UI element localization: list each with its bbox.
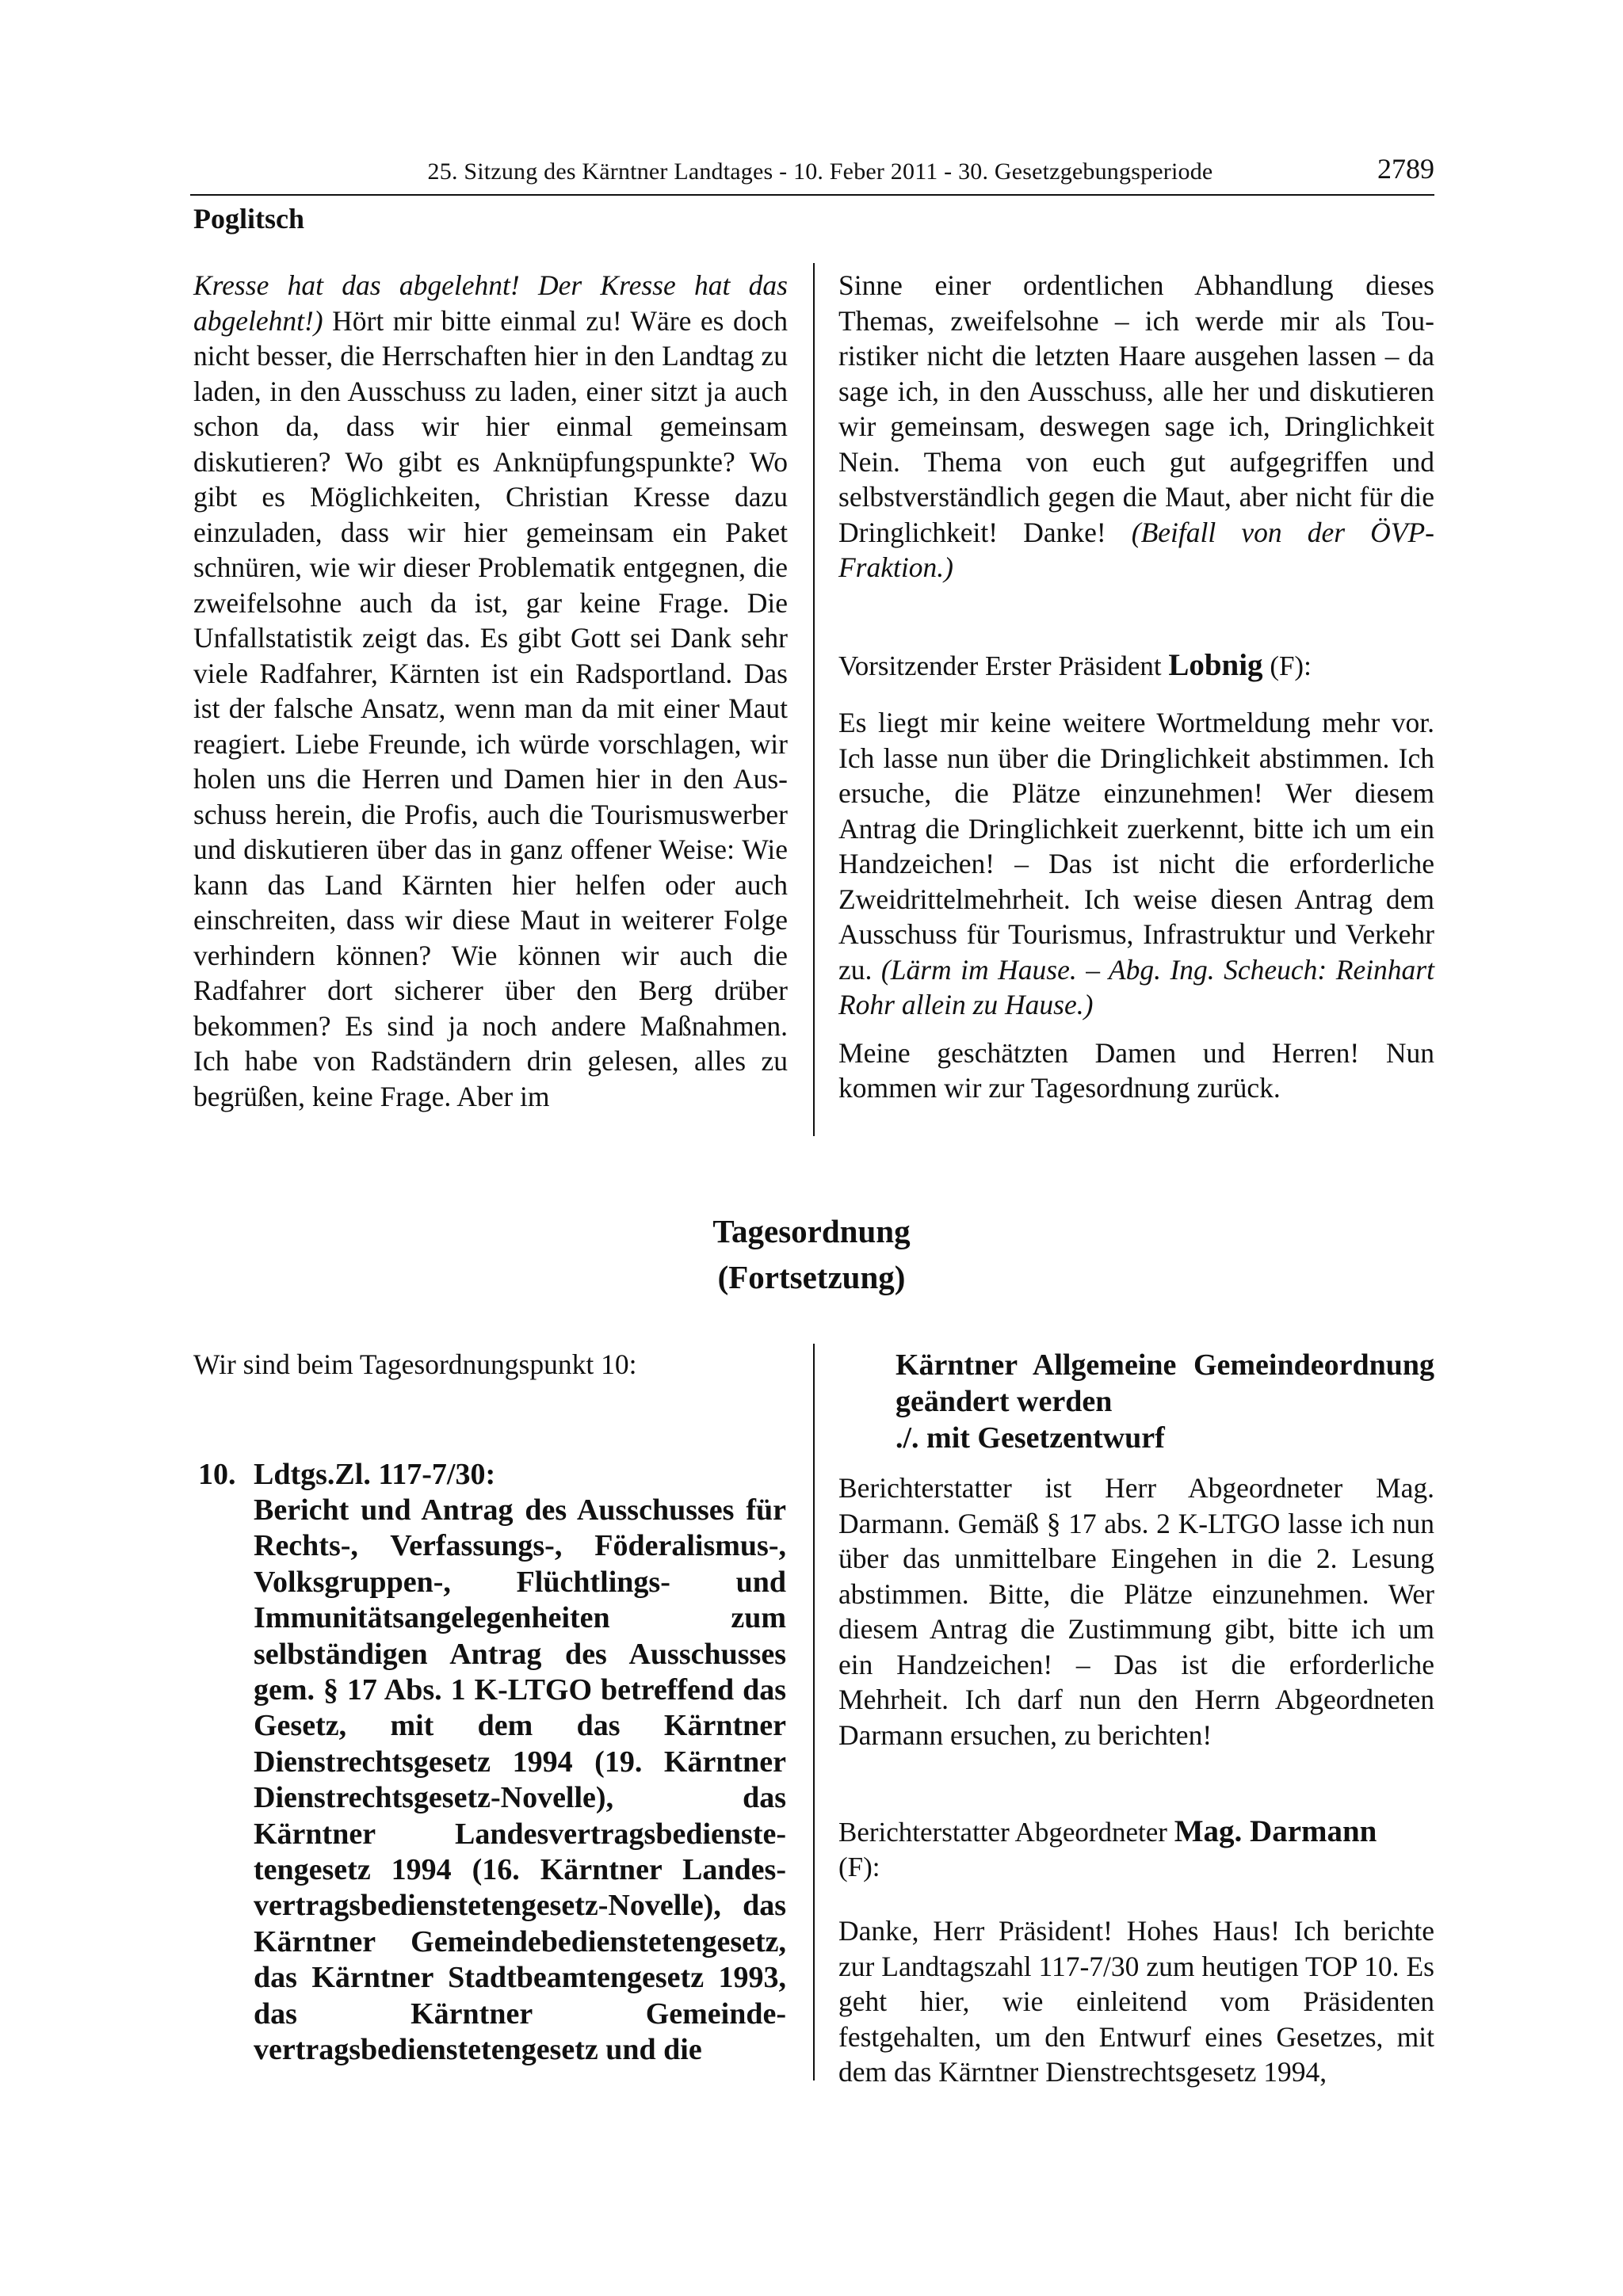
page-number: 2789 [1377, 153, 1434, 185]
speaker-darmann [838, 1814, 1434, 1885]
agenda-item-text: Bericht und Antrag des Ausschusses für Rechts-, Verfassungs-, Föderalismus-, Volksgruppen-, Flüchtlings- und Immunitätsangelegenheiten zum selbständigen Antrag des Ausschusses gem. § 17 Abs. 1 K-LTGO betreffend das Gesetz, mit dem das Kärntner Dienstrechtsgesetz 1994 (19. Kärntner Dienstrechtsgesetz-Novelle), das Kärntner Landesvertragsbedienstetengesetz 1994 (16. Kärntner Landesvertragsbedienstetengesetz-Novelle), das Kärntner Gemeindebedienstetengesetz, das Kärntner Stadtbeamtengesetz 1993, das Kärntner Gemeindevertragsbedienstetengesetz und die [254, 1493, 786, 2067]
running-speaker: Poglitsch [193, 203, 304, 235]
speaker-lobnig [838, 648, 1434, 684]
speech-paragraph [193, 268, 788, 1114]
interjection: Kresse hat das abgelehnt! Der Kresse hat das abgelehnt!) [193, 269, 788, 337]
speaker-party: (F): [838, 1852, 880, 1882]
top-left-column [193, 268, 788, 1114]
darmann-speech [838, 1913, 1434, 2090]
section-subheading: (Fortsetzung) [717, 1259, 906, 1295]
speech-paragraph: Danke, Herr Präsident! Hohes Haus! Ich berichte zur Landtagszahl 117-7/30 zum heutigen TOP 10. Es geht hier, wie einleitend vom Präsidenten festgehalten, um den Entwurf eines Gesetzes, mit dem das Kärntner Dienstrechtsgesetz 1994, [838, 1915, 1434, 2088]
speaker-role: Berichterstatter Abgeordneter [838, 1817, 1174, 1848]
section-title [0, 1208, 1623, 1300]
section-heading: Tagesordnung [712, 1213, 911, 1249]
speaker-party: (F): [1262, 650, 1312, 681]
speech-paragraph [838, 268, 1434, 585]
chair-statement [838, 1470, 1434, 1753]
speaker-name: Mag. Darmann [1174, 1814, 1377, 1848]
law-draft-note: ./. mit Gesetzentwurf [896, 1421, 1165, 1455]
column-divider-top [813, 263, 815, 1136]
agenda-item-number: 10. [198, 1458, 236, 1491]
speech-paragraph: Meine geschätzten Damen und Herren! Nun kommen wir zur Tagesordnung zurück. [838, 1036, 1434, 1104]
agenda-intro-text: Wir sind beim Tagesordnungspunkt 10: [193, 1348, 637, 1380]
running-header: 25. Sitzung des Kärntner Landtages - 10. Feber 2011 - 30. Gesetzgebungsperiode [427, 158, 1213, 185]
agenda-intro [193, 1347, 788, 1383]
agenda-item-reference: Ldtgs.Zl. 117-7/30: [254, 1458, 496, 1491]
speech-paragraph [838, 705, 1434, 1023]
top-right-column [838, 268, 1434, 585]
speech-text: Es liegt mir keine weitere Wortmeldung mehr vor. Ich lasse nun über die Dringlichkeit abstimmen. Ich ersuche, die Plätze einzunehmen! Wer diesem Antrag die Dringlichkeit zuerkennt, bitte ich um ein Handzeichen! – Das ist nicht die erforderliche Zweidrittelmehrheit. Ich weise diesen Antrag dem Ausschuss für Tourismus, Infrastruktur und Verkehr zu. [838, 707, 1434, 986]
speech-paragraph: Berichterstatter ist Herr Abgeordneter Mag. Darmann. Gemäß § 17 abs. 2 K-LTGO lasse ich nun über das unmittelbare Eingehen in die 2. Lesung abstimmen. Bitte, die Plätze einzunehmen. Wer diesem Antrag die Zustimmung gibt, bitte ich um ein Handzeichen! – Das ist die erforderliche Mehrheit. Ich darf nun den Herrn Abgeordneten Darmann ersuchen, zu berichten! [838, 1472, 1434, 1751]
speech-text: Sinne einer ordentlichen Abhandlung dieses Themas, zweifelsohne – ich werde mir als Touristiker nicht die letzten Haare ausgehen lassen – da sage ich, in den Ausschuss, alle her und diskutieren wir gemeinsam, deswegen sage ich, Dringlichkeit Nein. Thema von euch gut aufgegriffen und selbstverständlich gegen die Maut, aber nicht für die Dringlichkeit! Danke! [838, 269, 1434, 548]
interjection: (Lärm im Hause. – Abg. Ing. Scheuch: Reinhart Rohr allein zu Hause.) [838, 953, 1434, 1020]
speaker-role: Vorsitzender Erster Präsident [838, 650, 1169, 681]
speaker-name: Lobnig [1168, 648, 1263, 682]
speech-text: Hört mir bitte einmal zu! Wäre es doch nicht besser, die Herrschaften hier in den Landtag zu laden, in den Ausschuss zu laden, einer sitzt ja auch schon da, dass wir hier einmal gemeinsam diskutieren? Wo gibt es Anknüpfungspunkte? Wo gibt es Möglichkeiten, Christian Kresse dazu einzuladen, dass wir hier gemeinsam ein Paket schnüren, wie wir dieser Problematik entgegnen, die zweifelsohne auch da ist, gar keine Frage. Die Unfallstatistik zeigt das. Es gibt Gott sei Dank sehr viele Radfahrer, Kärnten ist ein Radsportland. Das ist der falsche Ansatz, wenn man da mit einer Maut reagiert. Liebe Freunde, ich würde vorschlagen, wir holen uns die Herren und Damen hier in den Ausschuss herein, die Profis, auch die Tourismuswerber und diskutieren über das in ganz offener Weise: Wie kann das Land Kärnten hier helfen oder auch einschreiten, dass wir diese Maut in weiterer Folge verhindern können? Wie können wir auch die Radfahrer dort sicherer über den Berg drüber bekommen? Es sind ja noch andere Maßnahmen. Ich habe von Radständern drin gelesen, alles zu begrüßen, keine Frage. Aber im [193, 304, 788, 1112]
header-rule [190, 194, 1434, 196]
law-title: Kärntner Allgemeine Gemeindeordnung geändert werden [896, 1348, 1434, 1418]
column-divider-bottom [813, 1344, 815, 2081]
lobnig-speech [838, 705, 1434, 1106]
interjection: (Beifall von der ÖVP-Fraktion.) [838, 516, 1434, 583]
